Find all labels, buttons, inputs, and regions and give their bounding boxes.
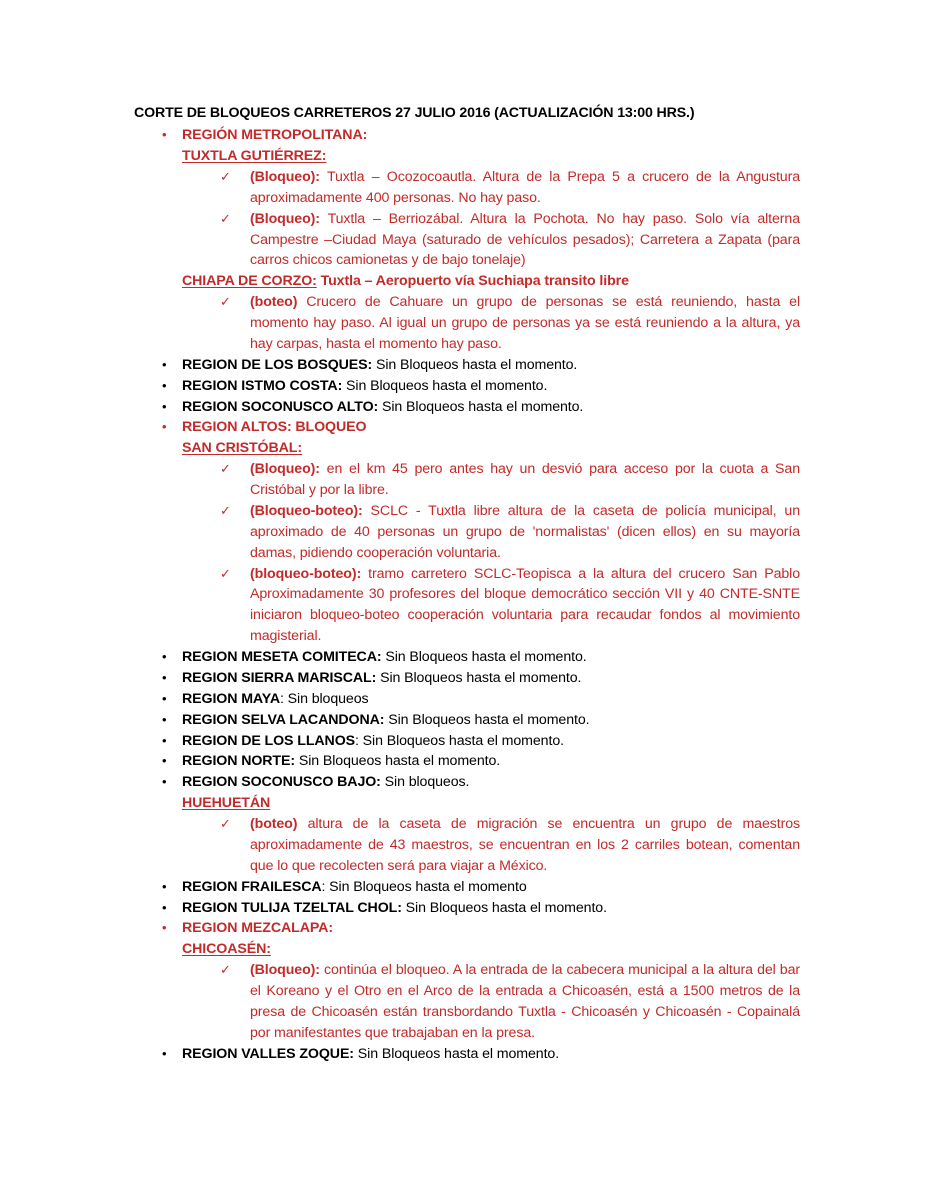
region-item (134, 397, 800, 418)
region-item (134, 877, 800, 898)
region-item (134, 125, 800, 146)
blockade-detail-item (134, 564, 800, 648)
region-item (134, 731, 800, 752)
detail-type-label: (Bloqueo): (250, 962, 320, 979)
region-status: Sin Bloqueos hasta el momento. (342, 377, 548, 394)
checkmark-icon: ✓ (220, 565, 231, 581)
region-label: REGIÓN METROPOLITANA: (182, 127, 368, 144)
bullet-icon: • (162, 732, 167, 748)
region-label: REGION VALLES ZOQUE: (182, 1045, 354, 1062)
bullet-icon: • (162, 1045, 167, 1061)
detail-text: en el km 45 pero antes hay un desvió para acceso por la cuota a San Cristóbal y por la libre. (250, 461, 800, 499)
region-item (134, 1044, 800, 1065)
blockade-detail-item (134, 209, 800, 272)
region-label: REGION SIERRA MARISCAL: (182, 669, 377, 686)
municipality-name: SAN CRISTÓBAL: (182, 440, 302, 457)
bullet-icon: • (162, 753, 167, 769)
bullet-icon: • (162, 669, 167, 685)
region-status: Sin Bloqueos hasta el momento. (381, 649, 587, 666)
detail-type-label: (bloqueo-boteo): (250, 565, 362, 582)
detail-type-label: (Bloqueo-boteo): (250, 502, 363, 519)
checkmark-icon: ✓ (220, 962, 231, 978)
region-label: REGION ALTOS: BLOQUEO (182, 419, 367, 436)
bullet-icon: • (162, 690, 167, 706)
detail-type-label: (Bloqueo): (250, 461, 320, 478)
municipality-name: HUEHUETÁN (182, 795, 271, 812)
municipality-heading (134, 793, 800, 814)
region-status: Sin bloqueos. (380, 774, 470, 791)
region-item (134, 918, 800, 939)
detail-text: continúa el bloqueo. A la entrada de la cabecera municipal a la altura del bar el Koreano y el Otro en el Arco de la entrada a Chicoasén, está a 1500 metros de la presa de Chicoasén están transbordando Tuxtla - Chicoasén y Chicoasén - Copainalá por manifestantes que trabajaban en la presa. (250, 962, 800, 1041)
detail-type-label: (Bloqueo): (250, 168, 320, 185)
region-label: REGION FRAILESCA (182, 878, 322, 895)
blockade-detail-item (134, 814, 800, 877)
bloqueos-list (134, 125, 800, 1064)
region-status: : Sin Bloqueos hasta el momento (321, 878, 527, 895)
checkmark-icon: ✓ (220, 502, 231, 518)
region-label: REGION SOCONUSCO BAJO: (182, 774, 381, 791)
municipality-heading (134, 146, 800, 167)
region-status: Sin Bloqueos hasta el momento. (401, 899, 607, 916)
bullet-icon: • (162, 899, 167, 915)
region-label: REGION DE LOS LLANOS (182, 732, 355, 749)
region-status: Sin Bloqueos hasta el momento. (295, 753, 501, 770)
checkmark-icon: ✓ (220, 210, 231, 226)
detail-type-label: (boteo) (250, 816, 298, 833)
municipality-heading (134, 271, 800, 292)
region-status: Sin Bloqueos hasta el momento. (384, 711, 590, 728)
detail-text: Crucero de Cahuare un grupo de personas se está reuniendo, hasta el momento hay paso. Al igual un grupo de personas ya se está reuniendo a la altura, ya hay carpas, hasta el momento hay paso. (250, 294, 800, 352)
bullet-icon: • (162, 649, 167, 665)
blockade-detail-item (134, 167, 800, 209)
region-item (134, 751, 800, 772)
region-item (134, 772, 800, 793)
bullet-icon: • (162, 419, 167, 435)
bullet-icon: • (162, 127, 167, 143)
region-label: REGION SELVA LACANDONA: (182, 711, 385, 728)
municipality-heading (134, 939, 800, 960)
bullet-icon: • (162, 356, 167, 372)
region-item (134, 355, 800, 376)
region-label: REGION MEZCALAPA: (182, 920, 333, 937)
region-label: REGION MESETA COMITECA: (182, 649, 382, 666)
checkmark-icon: ✓ (220, 294, 231, 310)
region-item (134, 417, 800, 438)
detail-type-label: (boteo) (250, 294, 298, 311)
municipality-name: CHIAPA DE CORZO: (182, 273, 317, 290)
region-status: : Sin Bloqueos hasta el momento. (355, 732, 564, 749)
region-item (134, 689, 800, 710)
detail-text: altura de la caseta de migración se encuentra un grupo de maestros aproximadamente de 43 maestros, se encuentran en los 2 carriles botean, comentan que lo que recolecten será para viajar a México. (250, 816, 800, 874)
region-status: Sin Bloqueos hasta el momento. (376, 669, 582, 686)
region-status: : Sin bloqueos (279, 690, 369, 707)
region-item (134, 668, 800, 689)
region-status: Sin Bloqueos hasta el momento. (372, 356, 578, 373)
bullet-icon: • (162, 878, 167, 894)
region-label: REGION DE LOS BOSQUES: (182, 356, 373, 373)
region-item (134, 710, 800, 731)
region-status: Sin Bloqueos hasta el momento. (353, 1045, 560, 1062)
region-label: REGION TULIJA TZELTAL CHOL: (182, 899, 402, 916)
region-label: REGION NORTE: (182, 753, 295, 770)
page-title: CORTE DE BLOQUEOS CARRETEROS 27 JULIO 2016 (ACTUALIZACIÓN 13:00 HRS.) (134, 105, 695, 121)
region-label: REGION ISTMO COSTA: (182, 377, 343, 394)
bullet-icon: • (162, 920, 167, 936)
blockade-detail-item (134, 459, 800, 501)
detail-type-label: (Bloqueo): (250, 210, 320, 227)
bullet-icon: • (162, 774, 167, 790)
region-item (134, 376, 800, 397)
municipality-heading (134, 438, 800, 459)
bullet-icon: • (162, 377, 167, 393)
blockade-detail-item (134, 960, 800, 1044)
region-status: Sin Bloqueos hasta el momento. (378, 398, 584, 415)
municipality-note: Tuxtla – Aeropuerto vía Suchiapa transito libre (316, 273, 629, 290)
checkmark-icon: ✓ (220, 168, 231, 184)
detail-text: Tuxtla – Ocozocoautla. Altura de la Prepa 5 a crucero de la Angustura aproximadamente 400 personas. No hay paso. (250, 168, 800, 206)
region-item (134, 898, 800, 919)
checkmark-icon: ✓ (220, 816, 231, 832)
region-label: REGION SOCONUSCO ALTO: (182, 398, 379, 415)
checkmark-icon: ✓ (220, 461, 231, 477)
detail-text: tramo carretero SCLC-Teopisca a la altura del crucero San Pablo Aproximadamente 30 profesores del bloque democrático sección VII y 40 CNTE-SNTE iniciaron bloqueo-boteo cooperación voluntaria para recaudar fondos al movimiento magisterial. (250, 565, 800, 645)
detail-text: SCLC - Tuxtla libre altura de la caseta de policía municipal, un aproximado de 40 personas un grupo de 'normalistas' (dicen ellos) en su mayoría damas, pidiendo cooperación voluntaria. (250, 502, 800, 561)
bullet-icon: • (162, 398, 167, 414)
bullet-icon: • (162, 711, 167, 727)
blockade-detail-item (134, 292, 800, 355)
detail-text: Tuxtla – Berriozábal. Altura la Pochota. No hay paso. Solo vía alterna Campestre –Ciudad Maya (saturado de vehículos pesados); Carretera a Zapata (para carros chicos camionetas y de bajo tonelaje) (250, 210, 800, 269)
municipality-name: TUXTLA GUTIÉRREZ: (182, 148, 327, 165)
region-label: REGION MAYA (182, 690, 280, 707)
municipality-name: CHICOASÉN: (182, 941, 271, 958)
region-item (134, 647, 800, 668)
blockade-detail-item (134, 501, 800, 564)
